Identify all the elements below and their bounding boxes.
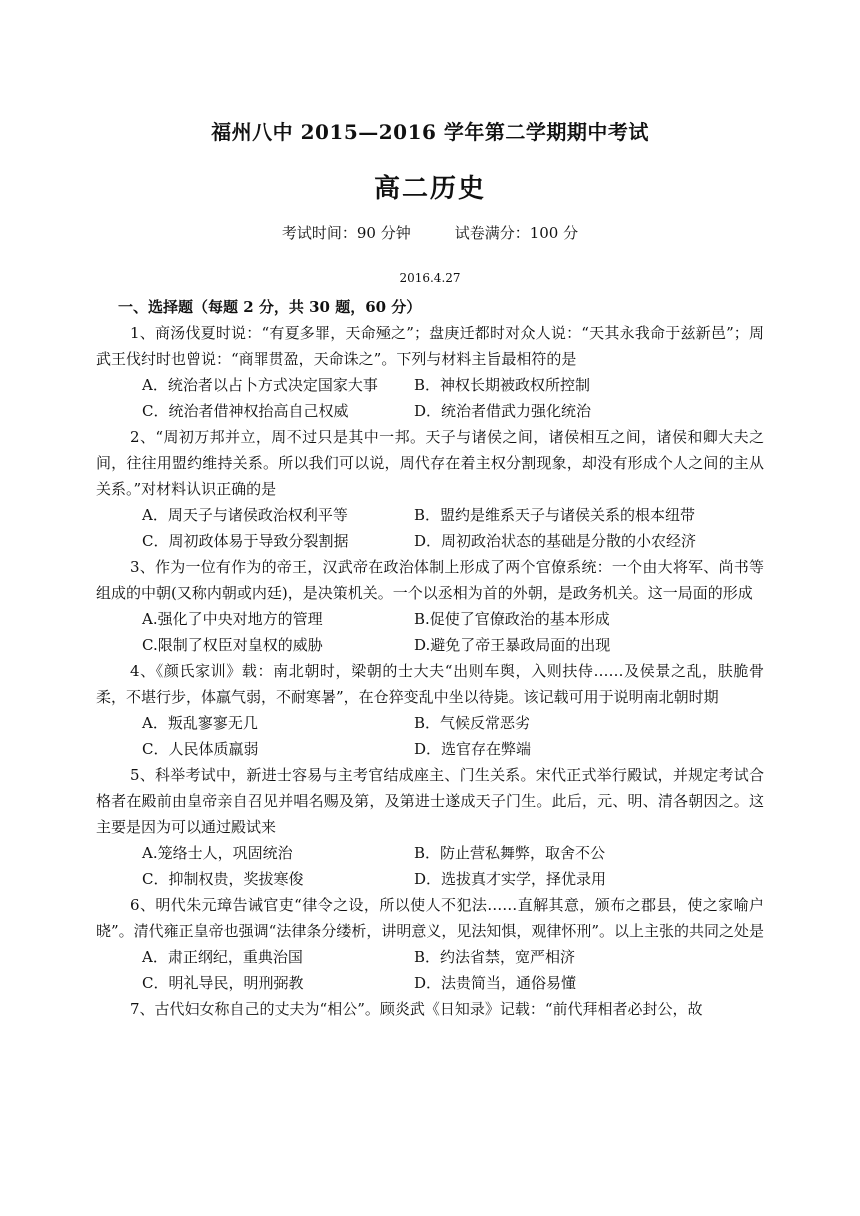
exam-title: 福州八中 2015—2016 学年第二学期期中考试 bbox=[211, 120, 649, 144]
question-4: 4、《颜氏家训》载：南北朝时，梁朝的士大夫“出则车舆，入则扶侍……及侯景之乱，肤脆骨柔，不堪行步，体羸气弱，不耐寒暑”，在仓猝变乱中坐以待毙。该记载可用于说明南北朝时期 bbox=[96, 662, 764, 706]
option-d: D．周初政治状态的基础是分散的小农经济 bbox=[414, 532, 697, 550]
question-2: 2、“周初万邦并立，周不过只是其中一邦。天子与诸侯之间，诸侯相互之间，诸侯和卿大夫之间，往往用盟约维持关系。所以我们可以说，周代存在着主权分割现象，却没有形成个人之间的主从关系。”对材料认识正确的是 bbox=[96, 428, 764, 498]
option-c: C．周初政体易于导致分裂割据 bbox=[142, 532, 349, 550]
option-c: C．抑制权贵，奖拔寒俊 bbox=[142, 870, 304, 888]
option-b: B．气候反常恶劣 bbox=[414, 714, 531, 732]
option-a: A.强化了中央对地方的管理 bbox=[142, 610, 323, 628]
option-a: A．肃正纲纪，重典治国 bbox=[142, 948, 303, 966]
option-c: C．人民体质羸弱 bbox=[142, 740, 259, 758]
option-d: D．选拔真才实学，择优录用 bbox=[414, 870, 607, 888]
option-c: C.限制了权臣对皇权的威胁 bbox=[142, 636, 323, 654]
option-b: B．盟约是维系天子与诸侯关系的根本纽带 bbox=[414, 506, 696, 524]
question-body bbox=[96, 294, 764, 1022]
option-d: D.避免了帝王暴政局面的出现 bbox=[414, 636, 611, 654]
question-6: 6、明代朱元璋告诫官吏“律令之设，所以使人不犯法……直解其意，颁布之郡县，使之家喻户晓”。清代雍正皇帝也强调“法律条分缕析，讲明意义，见法知惧，观律怀刑”。以上主张的共同之处是 bbox=[96, 896, 765, 940]
option-c: C．统治者借神权抬高自己权威 bbox=[142, 402, 349, 420]
exam-time: 考试时间：90 分钟 bbox=[281, 224, 411, 242]
subject-title: 高二历史 bbox=[373, 174, 486, 204]
full-score: 试卷满分：100 分 bbox=[454, 224, 579, 242]
option-c: C．明礼导民，明刑弼教 bbox=[142, 974, 304, 992]
question-2-options bbox=[96, 502, 764, 554]
option-b: B．约法省禁，宽严相济 bbox=[414, 948, 576, 966]
option-b: B．防止营私舞弊，取舍不公 bbox=[414, 844, 606, 862]
option-b: B.促使了官僚政治的基本形成 bbox=[414, 610, 610, 628]
exam-info bbox=[0, 222, 860, 243]
option-d: D．法贵简当，通俗易懂 bbox=[414, 974, 577, 992]
option-a: A．统治者以占卜方式决定国家大事 bbox=[142, 376, 378, 394]
question-3-options bbox=[96, 606, 764, 658]
option-d: D．选官存在弊端 bbox=[414, 740, 532, 758]
option-a: A．周天子与诸侯政治权利平等 bbox=[142, 506, 348, 524]
question-6-options bbox=[96, 944, 764, 996]
question-4-options bbox=[96, 710, 764, 762]
option-a: A．叛乱寥寥无几 bbox=[142, 714, 258, 732]
question-5-options bbox=[96, 840, 764, 892]
question-3: 3、作为一位有作为的帝王，汉武帝在政治体制上形成了两个官僚系统：一个由大将军、尚书等组成的中朝(又称内朝或内廷)，是决策机关。一个以丞相为首的外朝，是政务机关。这一局面的形成 bbox=[96, 558, 764, 602]
option-b: B．神权长期被政权所控制 bbox=[414, 376, 591, 394]
question-1: 1、商汤伐夏时说：“有夏多罪，天命殛之”；盘庚迁都时对众人说：“天其永我命于兹新邑”；周武王伐纣时也曾说：“商罪贯盈，天命诛之”。下列与材料主旨最相符的是 bbox=[96, 324, 764, 368]
question-1-options bbox=[96, 372, 764, 424]
question-7: 7、古代妇女称自己的丈夫为“相公”。顾炎武《日知录》记载：“前代拜相者必封公，故 bbox=[130, 1000, 703, 1018]
option-d: D．统治者借武力强化统治 bbox=[414, 402, 592, 420]
option-a: A.笼络士人，巩固统治 bbox=[142, 844, 293, 862]
exam-date: 2016.4.27 bbox=[399, 271, 461, 285]
question-5: 5、科举考试中，新进士容易与主考官结成座主、门生关系。宋代正式举行殿试，并规定考试合格者在殿前由皇帝亲自召见并唱名赐及第，及第进士遂成天子门生。此后，元、明、清各朝因之。这主要是因为可以通过殿试来 bbox=[96, 766, 764, 836]
section-heading: 一、选择题（每题 2 分，共 30 题，60 分） bbox=[118, 298, 422, 316]
